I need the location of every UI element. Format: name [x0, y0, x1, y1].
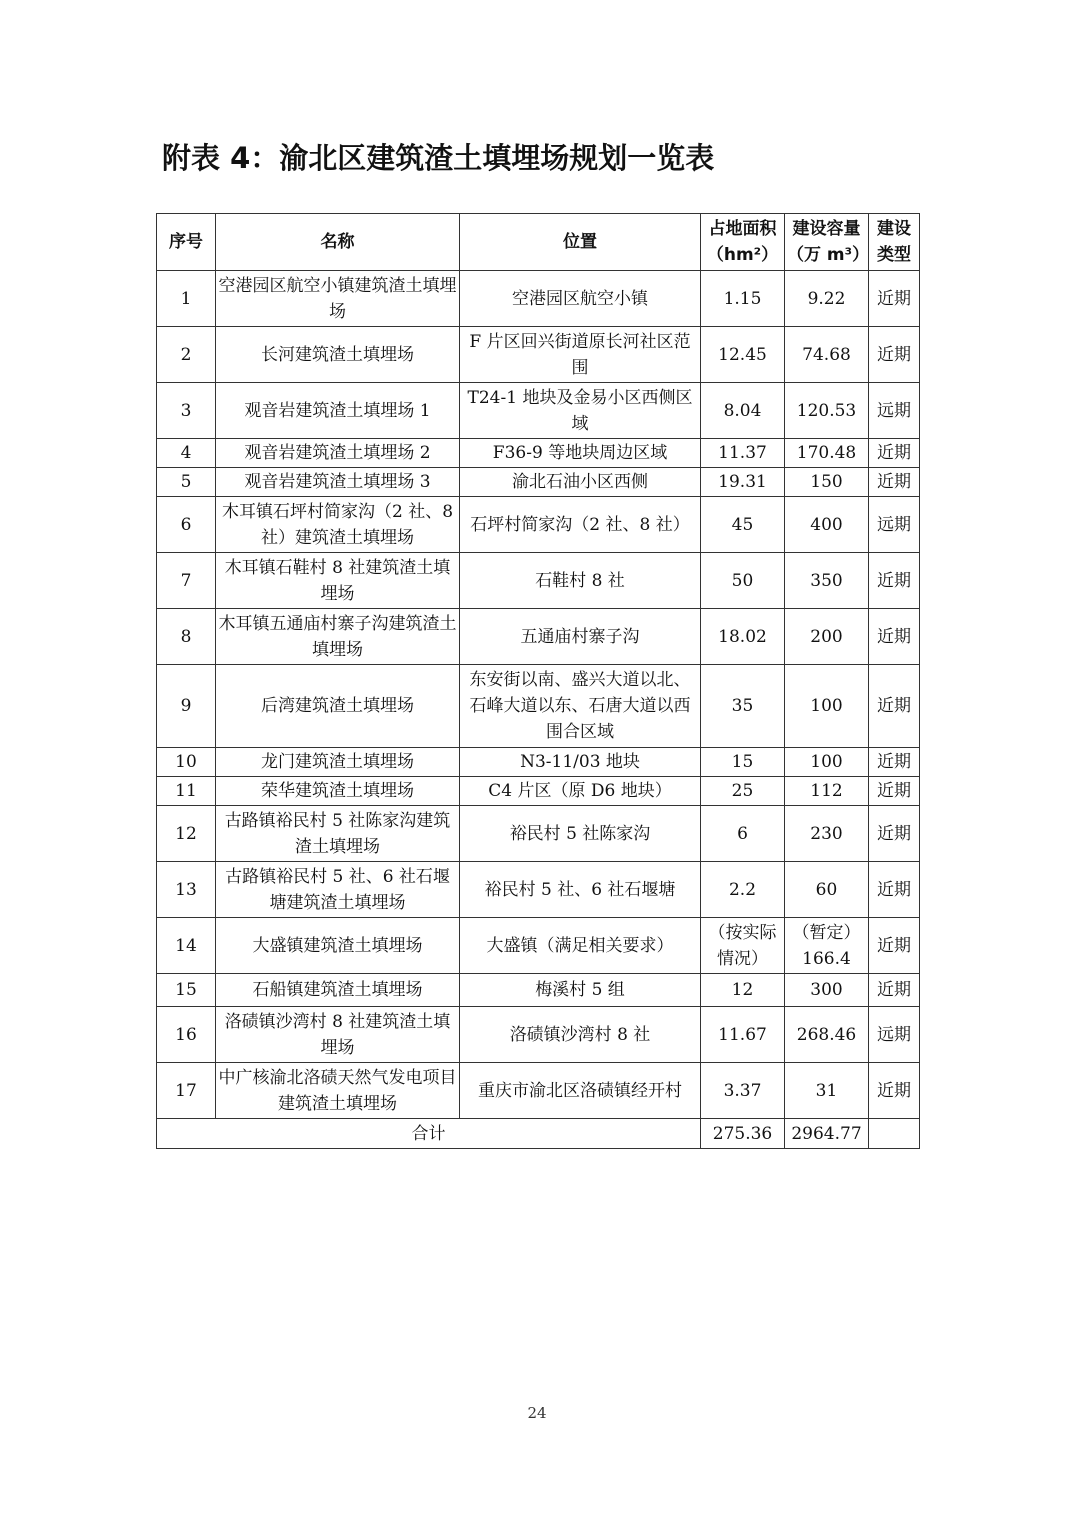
cell-location: 梅溪村 5 组 [460, 974, 701, 1007]
cell-capacity: 400 [785, 497, 869, 553]
total-area: 275.36 [701, 1119, 785, 1149]
cell-location: T24-1 地块及金易小区西侧区域 [460, 383, 701, 439]
cell-type: 远期 [869, 383, 920, 439]
cell-capacity: 60 [785, 862, 869, 918]
header-name: 名称 [216, 214, 460, 271]
total-label: 合计 [157, 1119, 701, 1149]
cell-name: 观音岩建筑渣土填埋场 1 [216, 383, 460, 439]
cell-capacity: 112 [785, 777, 869, 806]
cell-location: 石鞋村 8 社 [460, 553, 701, 609]
cell-location: 五通庙村寨子沟 [460, 609, 701, 665]
cell-type: 近期 [869, 862, 920, 918]
cell-capacity: 170.48 [785, 439, 869, 468]
cell-area: 19.31 [701, 468, 785, 497]
cell-type: 近期 [869, 271, 920, 327]
table-row [157, 383, 920, 439]
cell-capacity: 300 [785, 974, 869, 1007]
table-row [157, 271, 920, 327]
cell-area: 45 [701, 497, 785, 553]
cell-type: 近期 [869, 553, 920, 609]
header-seq: 序号 [157, 214, 216, 271]
cell-area: 25 [701, 777, 785, 806]
cell-seq: 17 [157, 1063, 216, 1119]
cell-area: 18.02 [701, 609, 785, 665]
header-area [701, 214, 785, 271]
cell-seq: 11 [157, 777, 216, 806]
cell-location: 石坪村简家沟（2 社、8 社） [460, 497, 701, 553]
cell-seq: 15 [157, 974, 216, 1007]
cell-type: 近期 [869, 777, 920, 806]
cell-area: 8.04 [701, 383, 785, 439]
cell-seq: 12 [157, 806, 216, 862]
cell-seq: 9 [157, 665, 216, 748]
cell-name: 空港园区航空小镇建筑渣土填埋场 [216, 271, 460, 327]
cell-capacity: （暂定）166.4 [785, 918, 869, 974]
table-row [157, 327, 920, 383]
cell-location: 裕民村 5 社、6 社石堰塘 [460, 862, 701, 918]
cell-name: 中广核渝北洛碛天然气发电项目建筑渣土填埋场 [216, 1063, 460, 1119]
table-row [157, 665, 920, 748]
cell-type: 近期 [869, 439, 920, 468]
header-type-line1: 建设 [877, 219, 911, 239]
cell-capacity: 120.53 [785, 383, 869, 439]
table-total-row [157, 1119, 920, 1149]
cell-seq: 8 [157, 609, 216, 665]
cell-type: 近期 [869, 468, 920, 497]
cell-area: 6 [701, 806, 785, 862]
cell-area: 2.2 [701, 862, 785, 918]
cell-capacity: 230 [785, 806, 869, 862]
cell-name: 龙门建筑渣土填埋场 [216, 748, 460, 777]
cell-seq: 7 [157, 553, 216, 609]
cell-seq: 2 [157, 327, 216, 383]
table-header-row [157, 214, 920, 271]
cell-seq: 16 [157, 1007, 216, 1063]
header-type [869, 214, 920, 271]
cell-location: F36-9 等地块周边区域 [460, 439, 701, 468]
cell-seq: 5 [157, 468, 216, 497]
cell-location: N3-11/03 地块 [460, 748, 701, 777]
cell-seq: 6 [157, 497, 216, 553]
cell-location: 重庆市渝北区洛碛镇经开村 [460, 1063, 701, 1119]
cell-type: 近期 [869, 748, 920, 777]
cell-name: 长河建筑渣土填埋场 [216, 327, 460, 383]
cell-capacity: 9.22 [785, 271, 869, 327]
table-row [157, 806, 920, 862]
cell-type: 近期 [869, 918, 920, 974]
cell-area: 12 [701, 974, 785, 1007]
cell-capacity: 200 [785, 609, 869, 665]
cell-type: 近期 [869, 974, 920, 1007]
total-type [869, 1119, 920, 1149]
table-row [157, 553, 920, 609]
cell-type: 近期 [869, 327, 920, 383]
cell-name: 古路镇裕民村 5 社、6 社石堰塘建筑渣土填埋场 [216, 862, 460, 918]
cell-type: 近期 [869, 1063, 920, 1119]
cell-name: 大盛镇建筑渣土填埋场 [216, 918, 460, 974]
total-capacity: 2964.77 [785, 1119, 869, 1149]
cell-seq: 14 [157, 918, 216, 974]
landfill-plan-table [156, 213, 920, 1149]
cell-name: 古路镇裕民村 5 社陈家沟建筑渣土填埋场 [216, 806, 460, 862]
cell-location: F 片区回兴街道原长河社区范围 [460, 327, 701, 383]
cell-seq: 10 [157, 748, 216, 777]
cell-type: 近期 [869, 806, 920, 862]
cell-area: 15 [701, 748, 785, 777]
cell-seq: 1 [157, 271, 216, 327]
cell-area: 1.15 [701, 271, 785, 327]
cell-location: 洛碛镇沙湾村 8 社 [460, 1007, 701, 1063]
page-number: 24 [527, 1404, 547, 1422]
cell-capacity: 150 [785, 468, 869, 497]
cell-capacity: 100 [785, 665, 869, 748]
cell-area: 35 [701, 665, 785, 748]
header-capacity [785, 214, 869, 271]
cell-location: 空港园区航空小镇 [460, 271, 701, 327]
cell-name: 木耳镇五通庙村寨子沟建筑渣土填埋场 [216, 609, 460, 665]
cell-capacity: 268.46 [785, 1007, 869, 1063]
cell-seq: 13 [157, 862, 216, 918]
page-title: 附表 4：渝北区建筑渣土填埋场规划一览表 [162, 141, 715, 175]
table-row [157, 748, 920, 777]
cell-name: 后湾建筑渣土填埋场 [216, 665, 460, 748]
cell-capacity: 31 [785, 1063, 869, 1119]
table-row [157, 862, 920, 918]
header-type-line2: 类型 [877, 245, 911, 265]
cell-seq: 3 [157, 383, 216, 439]
table-row [157, 497, 920, 553]
cell-type: 近期 [869, 665, 920, 748]
table-row [157, 777, 920, 806]
cell-type: 近期 [869, 609, 920, 665]
cell-type: 远期 [869, 497, 920, 553]
cell-location: 东安街以南、盛兴大道以北、石峰大道以东、石唐大道以西围合区域 [460, 665, 701, 748]
cell-location: 大盛镇（满足相关要求） [460, 918, 701, 974]
table-row [157, 974, 920, 1007]
cell-area: 50 [701, 553, 785, 609]
cell-capacity: 100 [785, 748, 869, 777]
cell-area: 12.45 [701, 327, 785, 383]
cell-name: 荣华建筑渣土填埋场 [216, 777, 460, 806]
cell-area: （按实际情况） [701, 918, 785, 974]
cell-location: 裕民村 5 社陈家沟 [460, 806, 701, 862]
cell-area: 11.37 [701, 439, 785, 468]
header-capacity-line2: （万 m³） [787, 245, 870, 265]
table-row [157, 1007, 920, 1063]
cell-name: 观音岩建筑渣土填埋场 2 [216, 439, 460, 468]
table-row [157, 609, 920, 665]
table-row [157, 1063, 920, 1119]
cell-area: 3.37 [701, 1063, 785, 1119]
cell-name: 石船镇建筑渣土填埋场 [216, 974, 460, 1007]
table-row [157, 918, 920, 974]
cell-location: C4 片区（原 D6 地块） [460, 777, 701, 806]
table-row [157, 439, 920, 468]
cell-capacity: 350 [785, 553, 869, 609]
header-area-line1: 占地面积 [708, 219, 777, 239]
header-area-line2: （hm²） [706, 245, 779, 265]
header-capacity-line1: 建设容量 [792, 219, 861, 239]
cell-area: 11.67 [701, 1007, 785, 1063]
cell-location: 渝北石油小区西侧 [460, 468, 701, 497]
cell-name: 洛碛镇沙湾村 8 社建筑渣土填埋场 [216, 1007, 460, 1063]
cell-seq: 4 [157, 439, 216, 468]
cell-name: 观音岩建筑渣土填埋场 3 [216, 468, 460, 497]
table-row [157, 468, 920, 497]
cell-name: 木耳镇石鞋村 8 社建筑渣土填埋场 [216, 553, 460, 609]
cell-capacity: 74.68 [785, 327, 869, 383]
cell-name: 木耳镇石坪村简家沟（2 社、8 社）建筑渣土填埋场 [216, 497, 460, 553]
cell-type: 远期 [869, 1007, 920, 1063]
header-location: 位置 [460, 214, 701, 271]
